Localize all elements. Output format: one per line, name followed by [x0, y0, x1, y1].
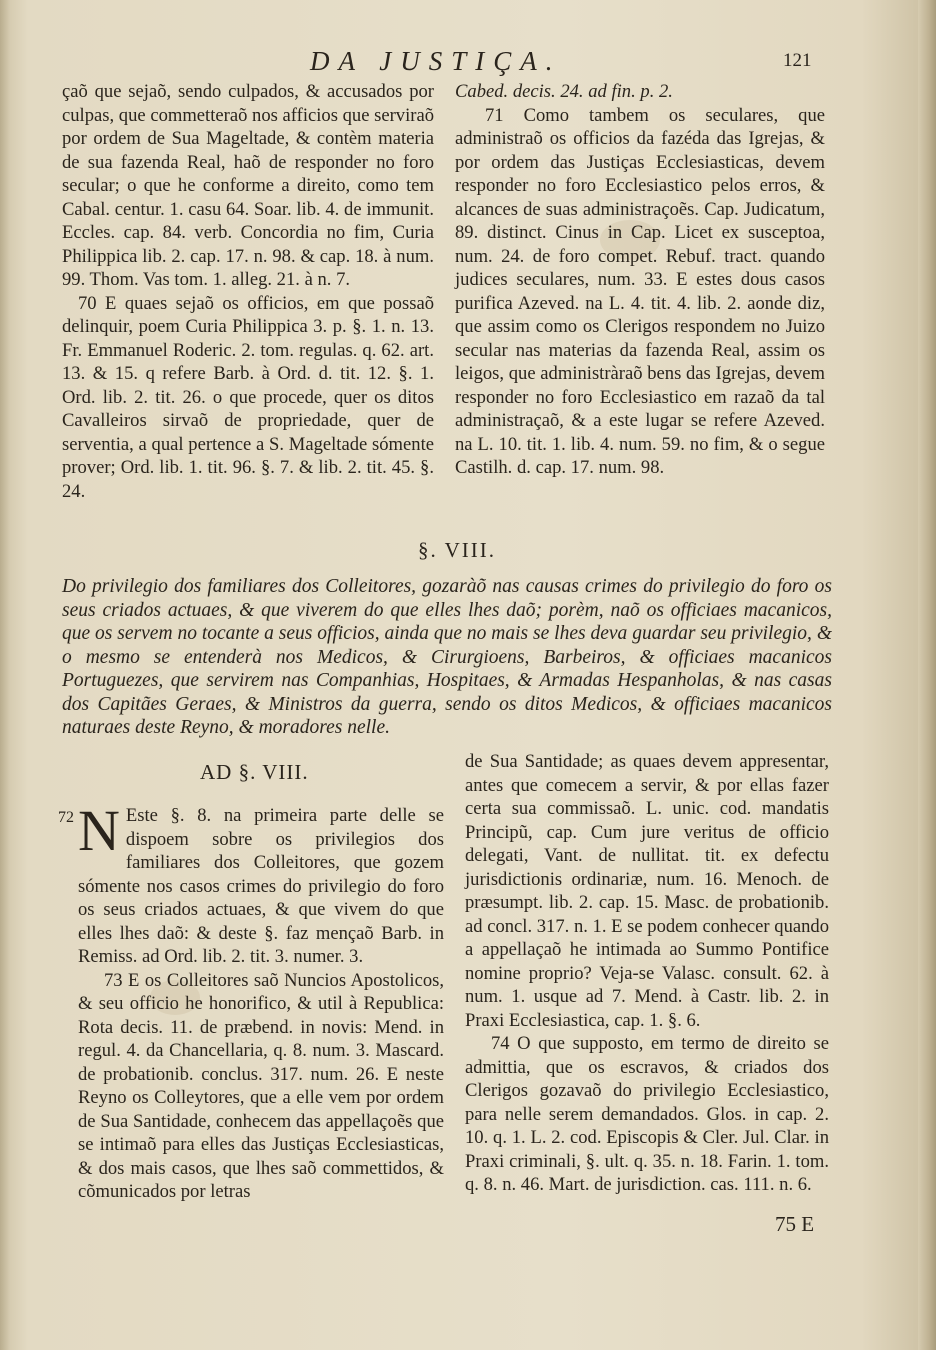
- ad-section-heading: AD §. VIII.: [200, 760, 309, 784]
- paragraph: Cabed. decis. 24. ad fin. p. 2.: [455, 81, 673, 102]
- left-column-top: [62, 80, 434, 503]
- running-head: DA JUSTIÇA.: [310, 46, 562, 76]
- paragraph-74: 74 O que supposto, em termo de direito se admittia, que os escravos, & criados dos Clerigos gozavaõ do privilegio Ecclesiastico, para nelle serem demandados. Glos. in cap. 2. 10. q. 1. L. 2. cod. Episcopis & Cler. Jul. Clar. in Praxi criminali, §. ult. q. 35. n. 18. Farin. 1. tom. q. 8. n. 46. Mart. de jurisdiction. cas. 111. n. 6.: [465, 1033, 829, 1195]
- paragraph-70: 70 E quaes sejaõ os officios, em que possaõ delinquir, poem Curia Philippica 3. p. §. 1. n. 13. Fr. Emmanuel Roderic. 2. tom. regulas. q. 62. art. 13. & 15. q refere Barb. à Ord. d. tit. 12. §. 1. Ord. lib. 2. tit. 26. o que procede, quer os ditos Cavalleiros sirvaõ de propriedade, quer de serventia, a qual pertence a S. Mageltade sómente prover; Ord. lib. 1. tit. 96. §. 7. & lib. 2. tit. 45. §. 24.: [62, 292, 434, 502]
- paragraph-72: [58, 798, 444, 969]
- paragraph-71: 71 Como tambem os seculares, que administraõ os officios da fazéda das Igrejas, & por ordem das Justiças Ecclesiasticas, devem responder no foro Ecclesiastico pelos erros, & alcances de suas administraçoẽs. Cap. Judicatum, 89. distinct. Cinus in Cap. Licet ex susceptoa, num. 24. de foro compet. Rebuf. tract. quando judices seculares, num. 33. E estes dous casos purifica Azeved. na L. 4. tit. 4. lib. 2. aonde diz, que assim como os Clerigos respondem no Juizo secular nas materias da fazenda Real, assim os leigos, que administràraõ bens das Igrejas, devem responder no foro Ecclesiastico em razaõ da tal administraçaõ, & a este lugar se refere Azeved. na L. 10. tit. 1. lib. 4. num. 59. no fim, & o segue Castilh. d. cap. 17. num. 98.: [455, 104, 825, 478]
- left-column-bottom: [58, 798, 444, 1204]
- right-column-bottom: [465, 750, 829, 1197]
- paragraph-text: Este §. 8. na primeira parte delle se dispoem sobre os privilegios dos familiares dos Colleitores, que gozem sómente nos casos crimes do privilegio do foro os seus criados actuaes, & que vivem do que elles lhes daõ: & deste §. faz mençaõ Barb. in Remiss. ad Ord. lib. 2. tit. 3. numer. 3.: [78, 805, 444, 967]
- drop-capital: N: [78, 798, 120, 863]
- page-number: 121: [783, 50, 812, 71]
- paragraph: çaõ que sejaõ, sendo culpados, & accusados por culpas, que commetteraõ nos afficios que serviraõ por ordem de Sua Mageltade, & contèm materia de sua fazenda Real, haõ de responder no foro secular; o que he conforme a direito, como tem Cabal. centur. 1. casu 64. Soar. lib. 4. de immunit. Eccles. cap. 84. verb. Concordia no fim, Curia Philippica lib. 2. cap. 17. n. 98. & cap. 18. à num. 99. Thom. Vas tom. 1. alleg. 21. à n. 7.: [62, 81, 434, 290]
- page-edge: [918, 0, 936, 1350]
- page-header: [60, 46, 860, 82]
- catchword: 75 E: [775, 1212, 815, 1236]
- paragraph: de Sua Santidade; as quaes devem appresentar, antes que comecem a servir, & por ellas fazer certa sua commissaõ. L. unic. cod. mandatis Principũ, cap. Cum jure veritus de officio delegati, Vant. de nullitat. tit. ex defectu jurisdictionis ordinariæ, num. 16. Menoch. de præsumpt. lib. 2. cap. 15. Masc. de probationib. ad concl. 317. n. 1. E se podem conhecer quando a appellaçaõ he intimada ao Summo Pontifice nomine proprio? Veja-se Valasc. consult. 62. à num. 1. usque ad 7. Mend. à Castr. lib. 2. in Praxi Ecclesiastica, cap. 1. §. 6.: [465, 751, 830, 1031]
- section-summary: Do privilegio dos familiares dos Colleitores, gozaràõ nas causas crimes do privilegio do foro os seus criados actuaes, & que viverem do que elles lhes daõ; porèm, naõ os officiaes macanicos, que os servem no tocante a seus officios, ainda que no mais se lhes deva guardar seu privilegio, & o mesmo se entenderà nos Medicos, & Cirurgioens, Barbeiros, & officiaes macanicos Portuguezes, que servirem nas Companhias, Hospitaes, & Armadas Hespanholas, & nas casas dos Capitães Geraes, & Ministros da guerra, sendo os ditos Medicos, & officiaes macanicos naturaes deste Reyno, & moradores nelle.: [62, 576, 832, 738]
- section-heading: §. VIII.: [418, 538, 497, 562]
- right-column-top: [455, 80, 825, 480]
- paragraph-number: 72: [58, 809, 74, 826]
- paragraph-73: 73 E os Colleitores saõ Nuncios Apostolicos, & seu officio he honorifico, & util à Republica: Rota decis. 11. de præbend. in novis: Mend. in regul. 4. da Chancellaria, q. 8. num. 3. Mascard. de probationib. conclus. 317. num. 26. E neste Reyno os Colleytores, que a elle vem por ordem de Sua Santidade, conhecem das appellaçoẽs que se intimaõ para elles das Justiças Ecclesiasticas, & dos mais casos, que lhes saõ commettidos, & cõmunicados por letras: [78, 969, 444, 1202]
